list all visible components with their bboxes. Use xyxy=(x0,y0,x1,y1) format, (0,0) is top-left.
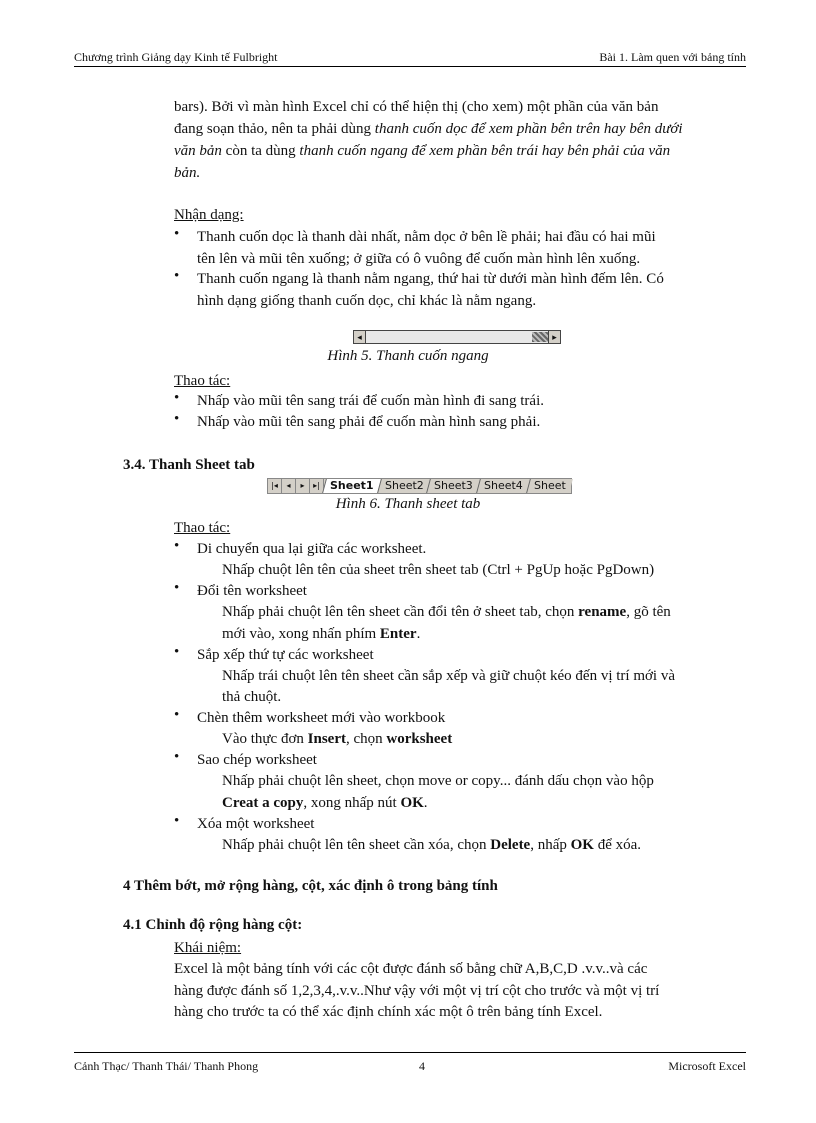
footer-right: Microsoft Excel xyxy=(668,1059,746,1073)
op2-item-2-desc-2: mới vào, xong nhấn phím Enter. xyxy=(222,626,421,642)
intro-line-4: bản. xyxy=(174,165,201,181)
operations-label: Thao tác: xyxy=(174,520,231,536)
section-4-1-title: 4.1 Chỉnh độ rộng hàng cột: xyxy=(123,917,303,933)
recognize-b2-l1: Thanh cuốn ngang là thanh nằm ngang, thứ hai từ dưới màn hình đếm lên. Có xyxy=(197,271,664,287)
op2-item-2: Đổi tên worksheet xyxy=(197,583,307,599)
op2-item-3-desc-2: thả chuột. xyxy=(222,689,282,705)
page-footer xyxy=(74,1052,746,1073)
concept-label: Khái niệm: xyxy=(174,940,242,956)
op2-item-6: Xóa một worksheet xyxy=(197,816,315,832)
op1-item-1: Nhấp vào mũi tên sang trái để cuốn màn hình đi sang trái. xyxy=(197,393,544,409)
concept-line-3: hàng cho trước ta có thể xác định chính xác một ô trên bảng tính Excel. xyxy=(174,1004,603,1020)
op2-item-6-desc: Nhấp phải chuột lên tên sheet cần xóa, chọn Delete, nhấp OK để xóa. xyxy=(222,837,642,853)
intro-line-1: bars). Bởi vì màn hình Excel chỉ có thể hiện thị (cho xem) một phần của văn bản xyxy=(174,99,659,115)
bullet-icon: • xyxy=(174,268,180,284)
intro-line-3: văn bản còn ta dùng thanh cuốn ngang để xem phần bên trái hay bên phải của văn xyxy=(174,143,671,159)
bullet-icon: • xyxy=(174,644,180,660)
bullet-icon: • xyxy=(174,226,180,242)
first-sheet-icon: |◂ xyxy=(268,479,282,493)
scroll-thumb xyxy=(532,332,548,342)
concept-line-1: Excel là một bảng tính với các cột được đánh số bằng chữ A,B,C,D .v.v..và các xyxy=(174,961,648,977)
last-sheet-icon: ▸| xyxy=(310,479,324,493)
bullet-icon: • xyxy=(174,813,180,829)
recognize-label: Nhận dạng: xyxy=(174,207,244,223)
intro-line-2: đang soạn thảo, nên ta phải dùng thanh cuốn dọc để xem phần bên trên hay bên dưới xyxy=(174,121,683,137)
recognize-b1-l1: Thanh cuốn dọc là thanh dài nhất, nằm dọc ở bên lề phải; hai đầu có hai mũi xyxy=(197,229,656,245)
figure-6-caption: Hình 6. Thanh sheet tab xyxy=(335,496,481,512)
horizontal-scrollbar-figure xyxy=(353,330,561,344)
op2-item-5-desc-1: Nhấp phải chuột lên sheet, chọn move or copy... đánh dấu chọn vào hộp xyxy=(222,773,654,789)
op2-item-3: Sắp xếp thứ tự các worksheet xyxy=(197,647,374,663)
sheet-tab: Sheet4 xyxy=(476,479,530,493)
bullet-icon: • xyxy=(174,390,180,406)
op2-item-4-desc: Vào thực đơn Insert, chọn worksheet xyxy=(222,731,453,747)
figure-5-caption: Hình 5. Thanh cuốn ngang xyxy=(327,348,489,364)
sheet-tab: Sheet2 xyxy=(377,479,431,493)
bullet-icon: • xyxy=(174,411,180,427)
sheet-tab-figure xyxy=(267,478,572,494)
operations-label: Thao tác: xyxy=(174,373,231,389)
header-left: Chương trình Giảng dạy Kinh tế Fulbright xyxy=(74,50,278,64)
page-header xyxy=(74,50,746,67)
op2-item-5: Sao chép worksheet xyxy=(197,752,317,768)
section-4-title: 4 Thêm bớt, mở rộng hàng, cột, xác định ô trong bảng tính xyxy=(123,878,498,894)
op2-item-4: Chèn thêm worksheet mới vào workbook xyxy=(197,710,446,726)
recognize-b2-l2: hình dạng giống thanh cuốn dọc, chỉ khác là nằm ngang. xyxy=(197,293,537,309)
op2-item-5-desc-2: Creat a copy, xong nhấp nút OK. xyxy=(222,795,428,811)
sheet-tab: Sheet1 xyxy=(322,479,380,493)
sheet-tab: Sheet3 xyxy=(427,479,481,493)
next-sheet-icon: ▸ xyxy=(296,479,310,493)
op2-item-1-desc: Nhấp chuột lên tên của sheet trên sheet tab (Ctrl + PgUp hoặc PgDown) xyxy=(222,562,655,578)
bullet-icon: • xyxy=(174,580,180,596)
scroll-right-icon: ▸ xyxy=(548,331,560,343)
recognize-b1-l2: tên lên và mũi tên xuống; ở giữa có ô vuông để cuốn màn hình lên xuống. xyxy=(197,251,641,267)
sheet-tab: Sheet xyxy=(526,479,573,493)
op2-item-3-desc-1: Nhấp trái chuột lên tên sheet cần sắp xếp và giữ chuột kéo đến vị trí mới và xyxy=(222,668,676,684)
bullet-icon: • xyxy=(174,749,180,765)
header-right: Bài 1. Làm quen với bảng tính xyxy=(599,50,746,64)
bullet-icon: • xyxy=(174,538,180,554)
scroll-left-icon: ◂ xyxy=(354,331,366,343)
page-number: 4 xyxy=(419,1059,425,1073)
op2-item-1: Di chuyển qua lại giữa các worksheet. xyxy=(197,541,427,557)
prev-sheet-icon: ◂ xyxy=(282,479,296,493)
concept-line-2: hàng được đánh số 1,2,3,4,.v.v..Như vậy với một vị trí cột cho trước và một vị trí xyxy=(174,983,660,999)
op1-item-2: Nhấp vào mũi tên sang phải để cuốn màn hình sang phải. xyxy=(197,414,541,430)
footer-authors: Cảnh Thạc/ Thanh Thái/ Thanh Phong xyxy=(74,1059,259,1073)
section-3-4-title: 3.4. Thanh Sheet tab xyxy=(123,457,255,473)
op2-item-2-desc-1: Nhấp phải chuột lên tên sheet cần đổi tên ở sheet tab, chọn rename, gõ tên xyxy=(222,604,671,620)
bullet-icon: • xyxy=(174,707,180,723)
